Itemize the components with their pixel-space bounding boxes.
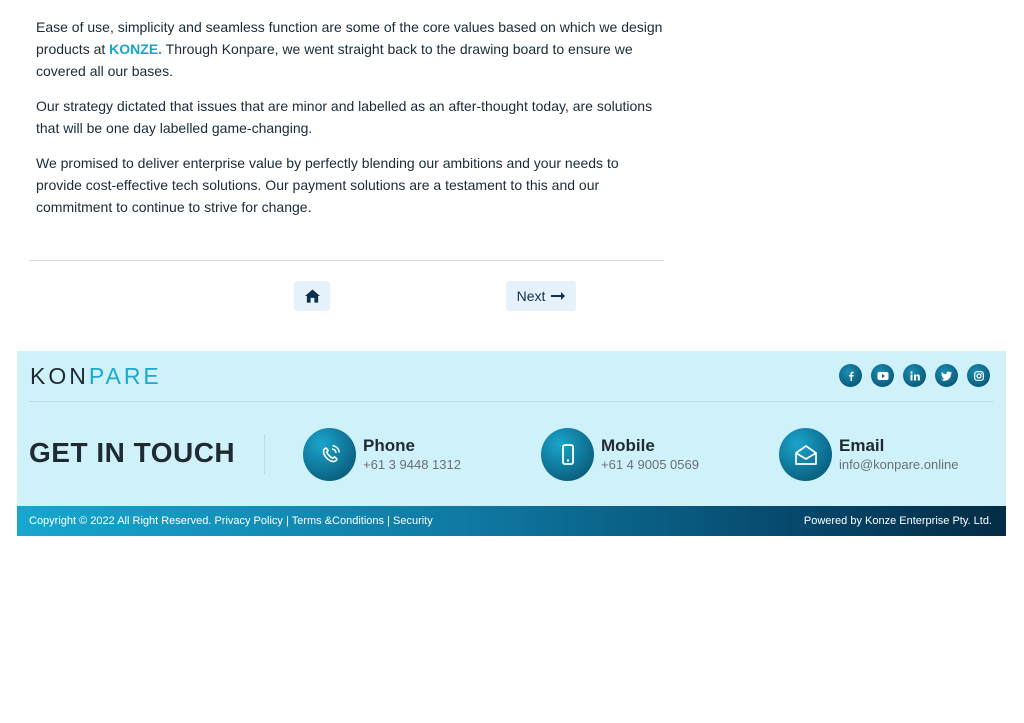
contact-mobile[interactable]	[541, 428, 699, 481]
email-address: info@konpare.online	[839, 456, 959, 472]
linkedin-icon[interactable]	[903, 364, 926, 387]
phone-icon	[303, 428, 356, 481]
contact-title: Phone	[363, 435, 415, 455]
paragraph-1: Ease of use, simplicity and seamless function are some of the core values based on which we design products at KONZE. Through Konpare, we went straight back to the drawing board to ensure we covered all our bases.	[36, 19, 663, 79]
home-icon	[305, 289, 320, 303]
about-text	[36, 16, 664, 231]
paragraph-2: Our strategy dictated that issues that are minor and labelled as an after-thought today, are solutions that will be one day labelled game-changing.	[36, 98, 653, 136]
powered-by: Powered by Konze Enterprise Pty. Ltd.	[803, 515, 992, 527]
copyright-bar	[17, 506, 1006, 536]
facebook-icon[interactable]	[839, 364, 862, 387]
contact-email[interactable]	[779, 428, 958, 481]
arrow-right-icon	[551, 291, 565, 301]
youtube-icon[interactable]	[871, 364, 894, 387]
heading-separator	[264, 434, 265, 474]
footer-divider	[29, 401, 993, 402]
twitter-icon[interactable]	[935, 364, 958, 387]
paragraph-3: We promised to deliver enterprise value by perfectly blending our ambitions and your needs to provide cost-effective tech solutions. Our payment solutions are a testament to this and our commitment to continue to strive for change.	[36, 155, 619, 215]
copyright-text: Copyright © 2022 All Right Reserved. Privacy Policy | Terms &Conditions | Security	[29, 515, 433, 527]
envelope-icon	[779, 428, 832, 481]
konpare-logo[interactable]: KON PARE	[30, 363, 162, 389]
get-in-touch-heading: GET IN TOUCH	[29, 437, 236, 468]
privacy-policy-link[interactable]: Privacy Policy	[214, 515, 283, 527]
contact-title: Mobile	[601, 435, 655, 455]
next-label: Next	[516, 288, 546, 304]
mobile-number: +61 4 9005 0569	[601, 456, 699, 472]
contact-title: Email	[839, 435, 885, 455]
terms-link[interactable]: Terms &Conditions	[291, 515, 385, 527]
content-divider	[29, 260, 664, 261]
mobile-icon	[541, 428, 594, 481]
brand-name: KONZE.	[109, 41, 163, 57]
next-button[interactable]	[506, 281, 576, 311]
instagram-icon[interactable]	[967, 364, 990, 387]
social-links	[839, 364, 990, 387]
footer	[17, 351, 1006, 506]
phone-number: +61 3 9448 1312	[363, 456, 461, 472]
security-link[interactable]: Security	[393, 515, 433, 527]
home-button[interactable]	[294, 281, 330, 311]
contact-phone[interactable]	[303, 428, 461, 481]
